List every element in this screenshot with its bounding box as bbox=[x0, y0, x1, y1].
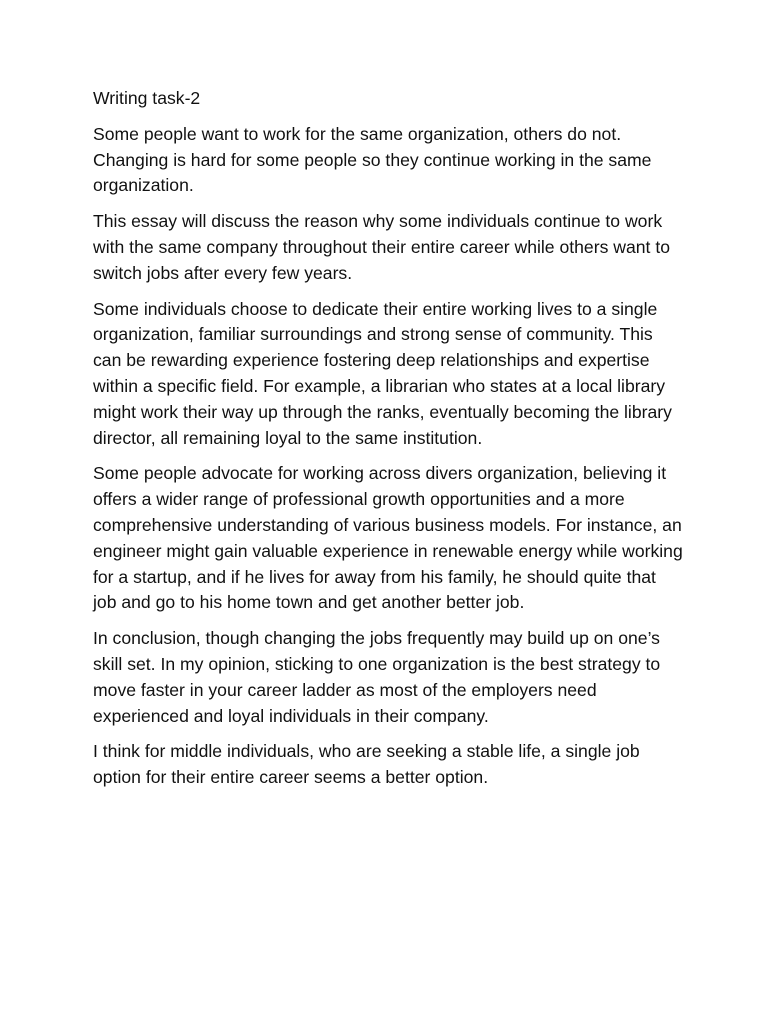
document-title: Writing task-2 bbox=[93, 88, 201, 108]
document-body bbox=[93, 86, 683, 801]
paragraph-conclusion: In conclusion, though changing the jobs frequently may build up on one’s skill set. In my opinion, sticking to one organization is the best strategy to move faster in your career ladder as most of the employers need experienced and loyal individuals in their company. bbox=[93, 628, 661, 726]
paragraph-intro: Some people want to work for the same organization, others do not. Changing is hard for some people so they continue working in the same organization. bbox=[93, 123, 652, 196]
paragraph-body-1: Some individuals choose to dedicate their entire working lives to a single organization, familiar surroundings and strong sense of community. This can be rewarding experience fostering deep relationships and expertise within a specific field. For example, a librarian who states at a local library might work their way up through the ranks, eventually becoming the library director, all remaining loyal to the same institution. bbox=[93, 298, 672, 448]
paragraph-body-2: Some people advocate for working across divers organization, believing it offers a wider range of professional growth opportunities and a more comprehensive understanding of various business models. For instance, an engineer might gain valuable experience in renewable energy while working for a startup, and if he lives for away from his family, he should quite that job and go to his home town and get another better job. bbox=[93, 463, 683, 613]
paragraph-closing: I think for middle individuals, who are seeking a stable life, a single job option for their entire career seems a better option. bbox=[93, 741, 640, 788]
paragraph-thesis: This essay will discuss the reason why some individuals continue to work with the same company throughout their entire career while others want to switch jobs after every few years. bbox=[93, 211, 670, 283]
